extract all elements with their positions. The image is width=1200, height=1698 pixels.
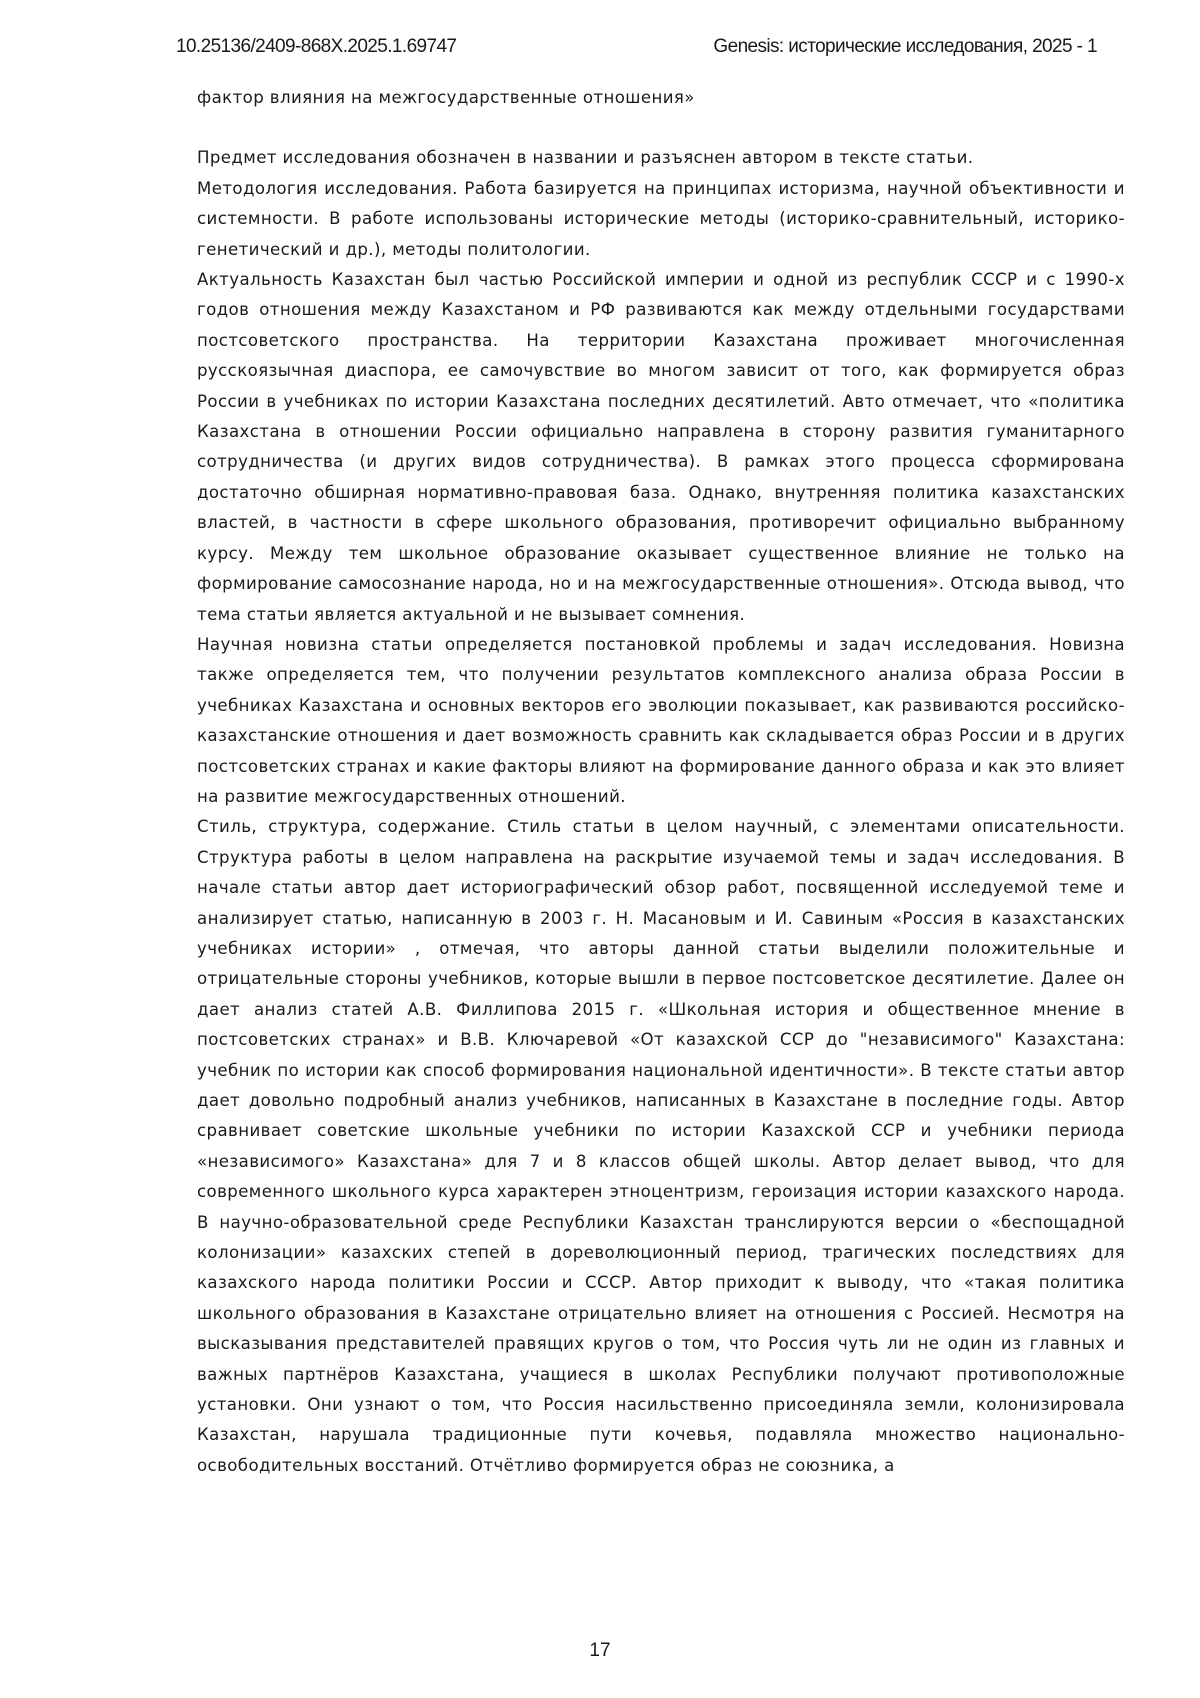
paragraph-methodology: Методология исследования. Работа базируется на принципах историзма, научной объективности и системности. В работе использованы исторические методы (историко-сравнительный, историко-генетический и др.), методы политологии.: [197, 174, 1125, 265]
paragraph-continuation: фактор влияния на межгосударственные отношения»: [197, 83, 1125, 113]
paragraph-style-structure: Стиль, структура, содержание. Стиль статьи в целом научный, с элементами описательности. Структура работы в целом направлена на раскрытие изучаемой темы и задач исследования. В начале статьи автор дает историографический обзор работ, посвященной исследуемой теме и анализирует статью, написанную в 2003 г. Н. Масановым и И. Савиным «Россия в казахстанских учебниках истории» , отмечая, что авторы данной статьи выделили положительные и отрицательные стороны учебников, которые вышли в первое постсоветское десятилетие. Далее он дает анализ статей А.В. Филлипова 2015 г. «Школьная история и общественное мнение в постсоветских странах» и В.В. Ключаревой «От казахской ССР до "независимого" Казахстана: учебник по истории как способ формирования национальной идентичности». В тексте статьи автор дает довольно подробный анализ учебников, написанных в Казахстане в последние годы. Автор сравнивает советские школьные учебники по истории Казахской ССР и учебники периода «независимого» Казахстана» для 7 и 8 классов общей школы. Автор делает вывод, что для современного школьного курса характерен этноцентризм, героизация истории казахского народа. В научно-образовательной среде Республики Казахстан транслируются версии о «беспощадной колонизации» казахских степей в дореволюционный период, трагических последствиях для казахского народа политики России и СССР. Автор приходит к выводу, что «такая политика школьного образования в Казахстане отрицательно влияет на отношения с Россией. Несмотря на высказывания представителей правящих кругов о том, что Россия чуть ли не один из главных и важных партнёров Казахстана, учащиеся в школах Республики получают противоположные установки. Они узнают о том, что Россия насильственно присоединяла земли, колонизировала Казахстан, нарушала традиционные пути кочевья, подавляла множество национально-освободительных восстаний. Отчётливо формируется образ не союзника, а: [197, 812, 1125, 1481]
page-number: 17: [0, 1640, 1200, 1662]
journal-title: Genesis: исторические исследования, 2025 - 1: [713, 36, 1097, 58]
paragraph-subject: Предмет исследования обозначен в названии и разъяснен автором в тексте статьи.: [197, 143, 1125, 173]
paragraph-relevance: Актуальность Казахстан был частью Российской империи и одной из республик СССР и с 1990-х годов отношения между Казахстаном и РФ развиваются как между отдельными государствами постсоветского пространства. На территории Казахстана проживает многочисленная русскоязычная диаспора, ее самочувствие во многом зависит от того, как формируется образ России в учебниках по истории Казахстана последних десятилетий. Авто отмечает, что «политика Казахстана в отношении России официально направлена в сторону развития гуманитарного сотрудничества (и других видов сотрудничества). В рамках этого процесса сформирована достаточно обширная нормативно-правовая база. Однако, внутренняя политика казахстанских властей, в частности в сфере школьного образования, противоречит официально выбранному курсу. Между тем школьное образование оказывает существенное влияние не только на формирование самосознание народа, но и на межгосударственные отношения». Отсюда вывод, что тема статьи является актуальной и не вызывает сомнения.: [197, 265, 1125, 630]
doi-text: 10.25136/2409-868X.2025.1.69747: [176, 36, 456, 58]
paragraph-novelty: Научная новизна статьи определяется постановкой проблемы и задач исследования. Новизна также определяется тем, что получении результатов комплексного анализа образа России в учебниках Казахстана и основных векторов его эволюции показывает, как развиваются российско-казахстанские отношения и дает возможность сравнить как складывается образ России и в других постсоветских странах и какие факторы влияют на формирование данного образа и как это влияет на развитие межгосударственных отношений.: [197, 630, 1125, 812]
article-body: [197, 83, 1125, 1481]
page-header: [176, 36, 1097, 62]
